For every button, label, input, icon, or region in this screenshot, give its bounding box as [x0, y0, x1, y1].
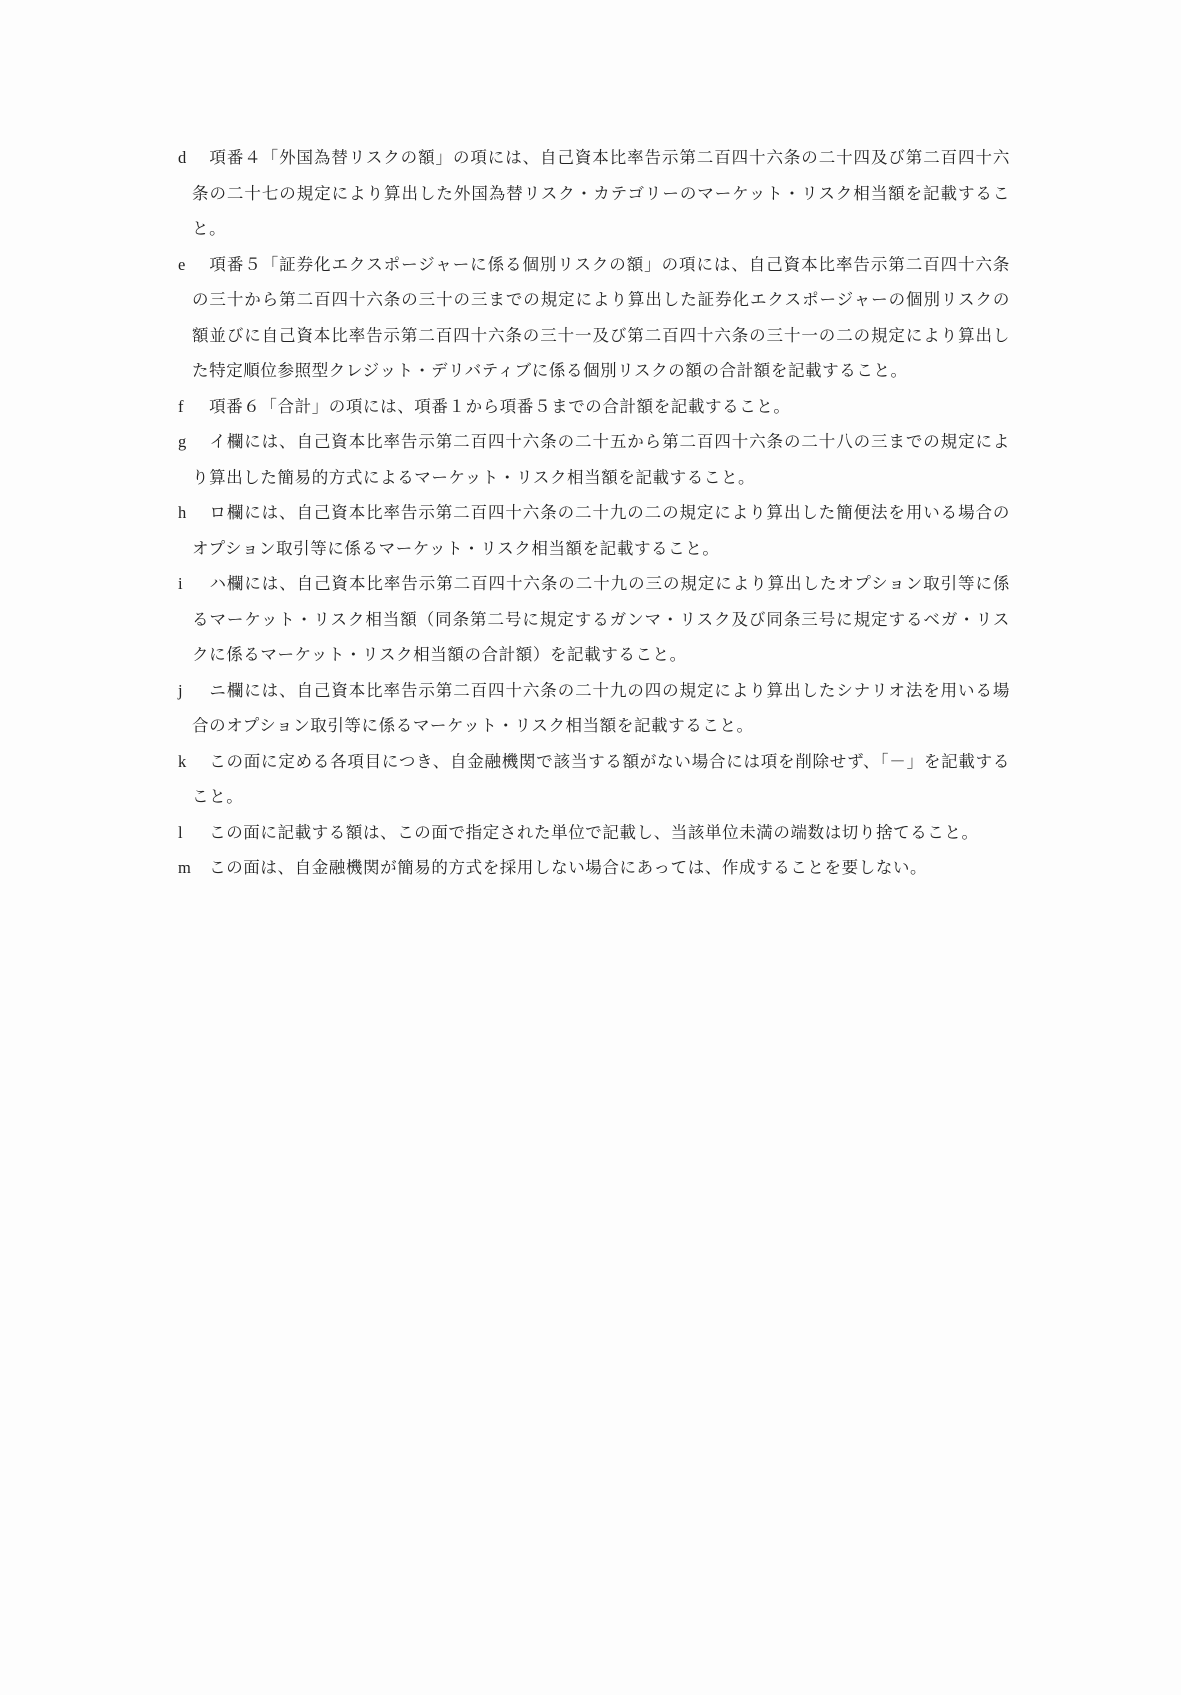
item-letter: k [178, 751, 187, 771]
item-letter: j [178, 680, 184, 700]
item-text: この面に定める各項目につき、自金融機関で該当する額がない場合には項を削除せず、「－」を記載すること。 [192, 751, 1010, 806]
instruction-item-m [178, 850, 1010, 886]
item-text: ロ欄には、自己資本比率告示第二百四十六条の二十九の二の規定により算出した簡便法を用いる場合のオプション取引等に係るマーケット・リスク相当額を記載すること。 [192, 503, 1010, 558]
item-text: ハ欄には、自己資本比率告示第二百四十六条の二十九の三の規定により算出したオプション取引等に係るマーケット・リスク相当額（同条第二号に規定するガンマ・リスク及び同条三号に規定するベガ・リスクに係るマーケット・リスク相当額の合計額）を記載すること。 [192, 574, 1010, 664]
instruction-item-j [178, 673, 1010, 744]
item-letter: g [178, 432, 187, 451]
item-text: 項番５「証券化エクスポージャーに係る個別リスクの額」の項には、自己資本比率告示第二百四十六条の三十から第二百四十六条の三十の三までの規定により算出した証券化エクスポージャーの個別リスクの額並びに自己資本比率告示第二百四十六条の三十一及び第二百四十六条の三十一の二の規定により算出した特定順位参照型クレジット・デリバティブに係る個別リスクの額の合計額を記載すること。 [192, 254, 1010, 380]
instruction-item-g [178, 424, 1010, 495]
instruction-item-h [178, 495, 1010, 566]
item-text: この面に記載する額は、この面で指定された単位で記載し、当該単位未満の端数は切り捨てること。 [192, 822, 979, 842]
item-letter: d [178, 148, 187, 167]
instruction-item-l [178, 815, 1010, 851]
instruction-item-i [178, 566, 1010, 673]
item-text: イ欄には、自己資本比率告示第二百四十六条の二十五から第二百四十六条の二十八の三までの規定により算出した簡易的方式によるマーケット・リスク相当額を記載すること。 [192, 432, 1010, 487]
instruction-item-k [178, 744, 1010, 815]
item-letter: i [178, 574, 184, 593]
item-letter: l [178, 822, 184, 842]
item-letter: f [178, 396, 185, 416]
instructions-list [178, 140, 1010, 886]
item-letter: m [178, 858, 192, 877]
item-letter: e [178, 254, 186, 274]
instruction-item-f [178, 389, 1010, 425]
item-text: この面は、自金融機関が簡易的方式を採用しない場合にあっては、作成することを要しない。 [192, 858, 928, 877]
item-text: ニ欄には、自己資本比率告示第二百四十六条の二十九の四の規定により算出したシナリオ法を用いる場合のオプション取引等に係るマーケット・リスク相当額を記載すること。 [192, 680, 1010, 735]
item-letter: h [178, 503, 187, 522]
item-text: 項番４「外国為替リスクの額」の項には、自己資本比率告示第二百四十六条の二十四及び第二百四十六条の二十七の規定により算出した外国為替リスク・カテゴリーのマーケット・リスク相当額を記載すること。 [192, 148, 1010, 238]
instruction-item-d [178, 140, 1010, 247]
instruction-item-e [178, 247, 1010, 389]
item-text: 項番６「合計」の項には、項番１から項番５までの合計額を記載すること。 [192, 396, 791, 416]
